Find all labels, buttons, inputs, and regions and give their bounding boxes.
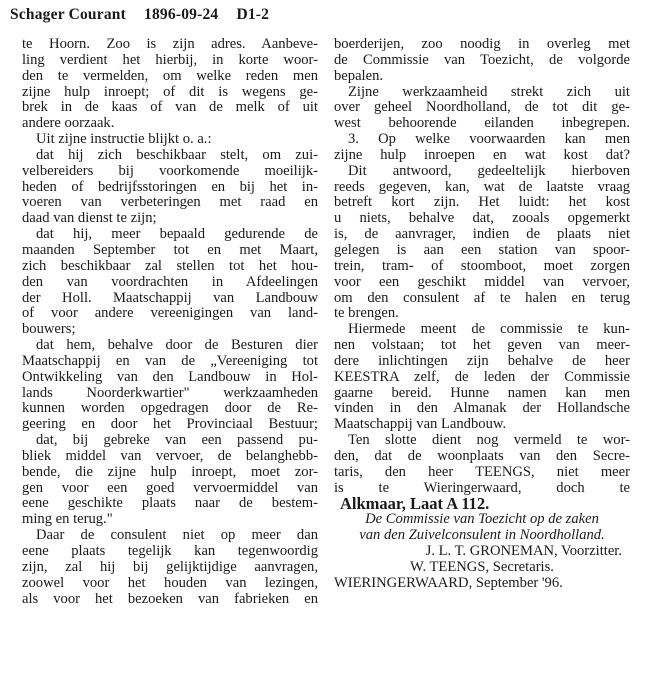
left-text-line: heden of bedrijfsstoringen en bij het in- bbox=[22, 178, 318, 195]
left-text-line: brek in de kaas of van de melk of uit bbox=[22, 99, 318, 116]
left-text-line: zijne hulp inroept; of dit is wegens ge- bbox=[22, 83, 318, 100]
secretary-signature: W. TEENGS, Secretaris. bbox=[410, 558, 554, 575]
address-line: Alkmaar, Laat A 112. bbox=[340, 494, 490, 514]
left-text-line: dat hij zich beschikbaar stelt, om zui- bbox=[36, 146, 318, 163]
left-text-line: als voor het bezoeken van fabrieken en bbox=[22, 590, 318, 607]
right-text-line: over geheel Noordholland, de tot dit ge- bbox=[334, 99, 630, 116]
left-text-line: Ontwikkeling van den Landbouw in Hol- bbox=[22, 368, 318, 385]
right-text-line: bepalen. bbox=[334, 67, 384, 84]
left-text-line: den te vermelden, om welke reden men bbox=[22, 67, 318, 84]
left-text-line: den van voordrachten in Afdeelingen bbox=[22, 273, 318, 290]
left-text-line: dat, bij gebreke van een passend pu- bbox=[36, 432, 318, 449]
right-text-line: den, dat de woonplaats van den Secre- bbox=[334, 447, 630, 464]
place-date: WIERINGERWAARD, September '96. bbox=[334, 574, 563, 591]
right-text-line: vinden in den Almanak der Hollandsche bbox=[334, 400, 630, 417]
publication-date: 1896-09-24 bbox=[144, 6, 219, 23]
left-text-line: ling verdient het hierbij, in korte woor- bbox=[22, 51, 318, 68]
left-column bbox=[22, 37, 318, 607]
left-text-line: voeren van verbeteringen met raad en bbox=[22, 194, 318, 211]
commission-line-1: De Commissie van Toezicht op de zaken bbox=[365, 511, 599, 528]
right-text-line: u niets, behalve dat, zooals opgemerkt bbox=[334, 210, 630, 227]
left-text-line: eene plaats tegelijk kan tegenwoordig bbox=[22, 543, 318, 559]
right-column bbox=[334, 37, 630, 592]
right-text-line: reeds gegeven, kan, wat de laatste vraag bbox=[334, 178, 630, 195]
publication-name: Schager Courant bbox=[10, 6, 126, 23]
left-text-line: zich beschikbaar zal stellen tot het hou- bbox=[22, 257, 318, 274]
right-text-line: om den consulent af te halen en terug bbox=[334, 289, 630, 306]
section-code: D1-2 bbox=[236, 6, 270, 23]
left-text-line: Uit zijne instructie blijkt o. a.: bbox=[36, 131, 212, 148]
left-text-line: geering en door het Provinciaal Bestuur; bbox=[22, 416, 318, 433]
right-text-line: Dit antwoord, gedeeltelijk hierboven bbox=[348, 162, 630, 179]
left-text-line: zoowel voor het houden van lezingen, bbox=[22, 574, 318, 591]
page-header bbox=[10, 6, 283, 24]
right-text-line: boerderijen, zoo noodig in overleg met bbox=[334, 36, 630, 52]
left-text-line: gen voor een goed vervoermiddel van bbox=[22, 479, 318, 496]
left-text-line: eene geschikte plaats naar de bestem- bbox=[22, 495, 318, 512]
right-text-line: Hiermede meent de commissie te kun- bbox=[348, 321, 630, 338]
right-text-line: betreft kort zijn. Het luidt: het kost bbox=[334, 194, 630, 211]
left-text-line: der Holl. Maatschappij van Landbouw bbox=[22, 289, 318, 306]
right-text-line: gelegen is aan een station van spoor- bbox=[334, 241, 630, 258]
left-text-line: Daar de consulent niet op meer dan bbox=[36, 527, 318, 544]
right-text-line: taris, den heer TEENGS, niet meer bbox=[334, 463, 630, 480]
right-text-line: te brengen. bbox=[334, 305, 399, 322]
right-text-line: gaarne bereid. Hunne namen kan men bbox=[334, 384, 630, 401]
right-text-line: is, de aanvrager, indien de plaats niet bbox=[334, 226, 630, 243]
left-text-line: zijn, zal hij bij gelijktijdige aanvragen, bbox=[22, 558, 318, 575]
right-text-line: 3. Op welke voorwaarden kan men bbox=[348, 131, 630, 148]
right-text-line: trein, tram- of stoomboot, moet zorgen bbox=[334, 257, 630, 274]
left-text-line: te Hoorn. Zoo is zijn adres. Aanbeve- bbox=[22, 36, 318, 52]
left-text-line: daad van dienst te zijn; bbox=[22, 210, 157, 227]
chair-signature: J. L. T. GRONEMAN, Voorzitter. bbox=[425, 543, 622, 559]
left-text-line: dat hem, behalve door de Besturen dier bbox=[36, 337, 318, 354]
right-text-line: nen volstaan; tot het geven van meer- bbox=[334, 337, 630, 354]
left-text-line: maanden September tot en met Maart, bbox=[22, 241, 318, 258]
left-text-line: andere oorzaak. bbox=[22, 115, 115, 132]
right-text-line: KEESTRA zelf, de leden der Commissie bbox=[334, 368, 630, 385]
left-text-line: lands Noorderkwartier" werkzaamheden bbox=[22, 384, 318, 401]
right-text-line: west behoorende eilanden inbegrepen. bbox=[334, 115, 630, 132]
left-text-line: kunnen worden opgedragen door de Re- bbox=[22, 400, 318, 417]
right-text-line: Zijne werkzaamheid strekt zich uit bbox=[348, 83, 630, 100]
left-text-line: ming en terug." bbox=[22, 511, 113, 528]
left-text-line: velbereiders bij voorkomende moeilijk- bbox=[22, 162, 318, 179]
right-text-line: de Commissie van Toezicht, de volgorde bbox=[334, 51, 630, 68]
right-text-line: Ten slotte dient nog vermeld te wor- bbox=[348, 432, 630, 449]
right-text-line: dere inlichtingen zijn behalve de heer bbox=[334, 352, 630, 369]
left-text-line: bouwers; bbox=[22, 321, 76, 338]
left-text-line: of voor andere vereenigingen van land- bbox=[22, 305, 318, 322]
right-text-line: is te Wieringerwaard, doch te bbox=[334, 479, 630, 496]
left-text-line: bende, die zijne hulp inroept, moet zor- bbox=[22, 463, 318, 480]
commission-line-2: van den Zuivelconsulent in Noordholland. bbox=[359, 527, 605, 544]
right-text-line: zijne hulp inroepen en wat kost dat? bbox=[334, 146, 630, 163]
right-text-line: Maatschappij van Landbouw. bbox=[334, 416, 507, 433]
left-text-line: dat hij, meer bepaald gedurende de bbox=[36, 226, 318, 243]
left-text-line: Maatschappij en van de „Vereeniging tot bbox=[22, 352, 318, 369]
right-text-line: voor een geschikt middel van vervoer, bbox=[334, 273, 630, 290]
left-text-line: bliek middel van vervoer, de belanghebb- bbox=[22, 447, 318, 464]
